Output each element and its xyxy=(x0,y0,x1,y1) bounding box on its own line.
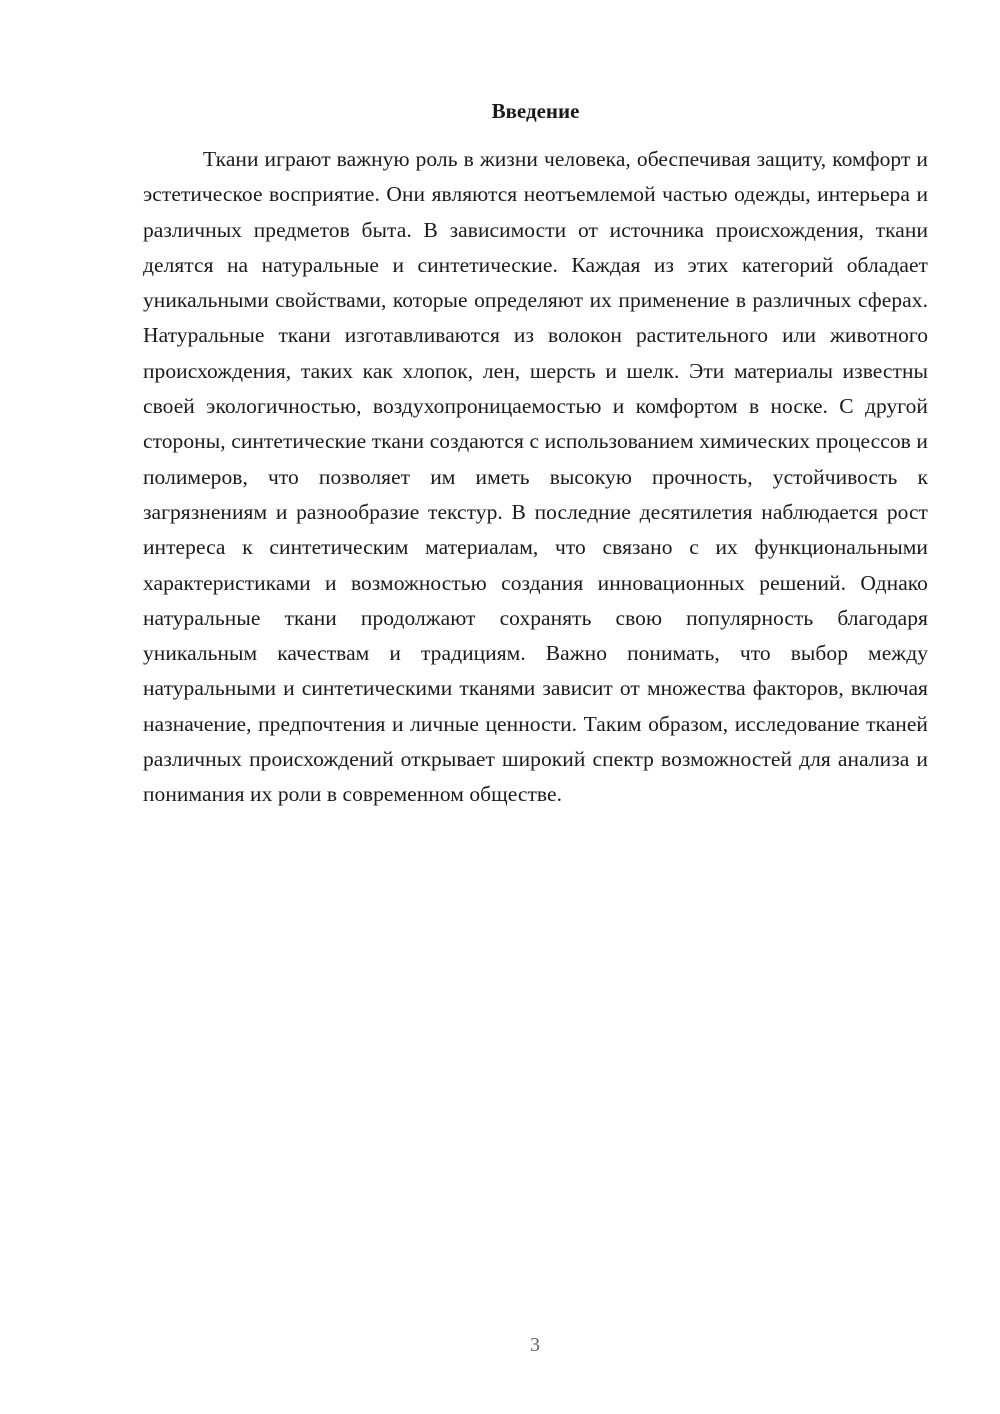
page-number: 3 xyxy=(530,1334,540,1356)
body-paragraph: Ткани играют важную роль в жизни человека, обеспечивая защиту, комфорт и эстетическое восприятие. Они являются неотъемлемой частью одежды, интерьера и различных предметов быта. В зависимости от источника происхождения, ткани делятся на натуральные и синтетические. Каждая из этих категорий обладает уникальными свойствами, которые определяют их применение в различных сферах. Натуральные ткани изготавливаются из волокон растительного или животного происхождения, таких как хлопок, лен, шерсть и шелк. Эти материалы известны своей экологичностью, воздухопроницаемостью и комфортом в носке. С другой стороны, синтетические ткани создаются с использованием химических процессов и полимеров, что позволяет им иметь высокую прочность, устойчивость к загрязнениям и разнообразие текстур. В последние десятилетия наблюдается рост интереса к синтетическим материалам, что связано с их функциональными характеристиками и возможностью создания инновационных решений. Однако натуральные ткани продолжают сохранять свою популярность благодаря уникальным качествам и традициям. Важно понимать, что выбор между натуральными и синтетическими тканями зависит от множества факторов, включая назначение, предпочтения и личные ценности. Таким образом, исследование тканей различных происхождений открывает широкий спектр возможностей для анализа и понимания их роли в современном обществе. xyxy=(143,147,928,807)
section-heading: Введение xyxy=(491,99,580,123)
